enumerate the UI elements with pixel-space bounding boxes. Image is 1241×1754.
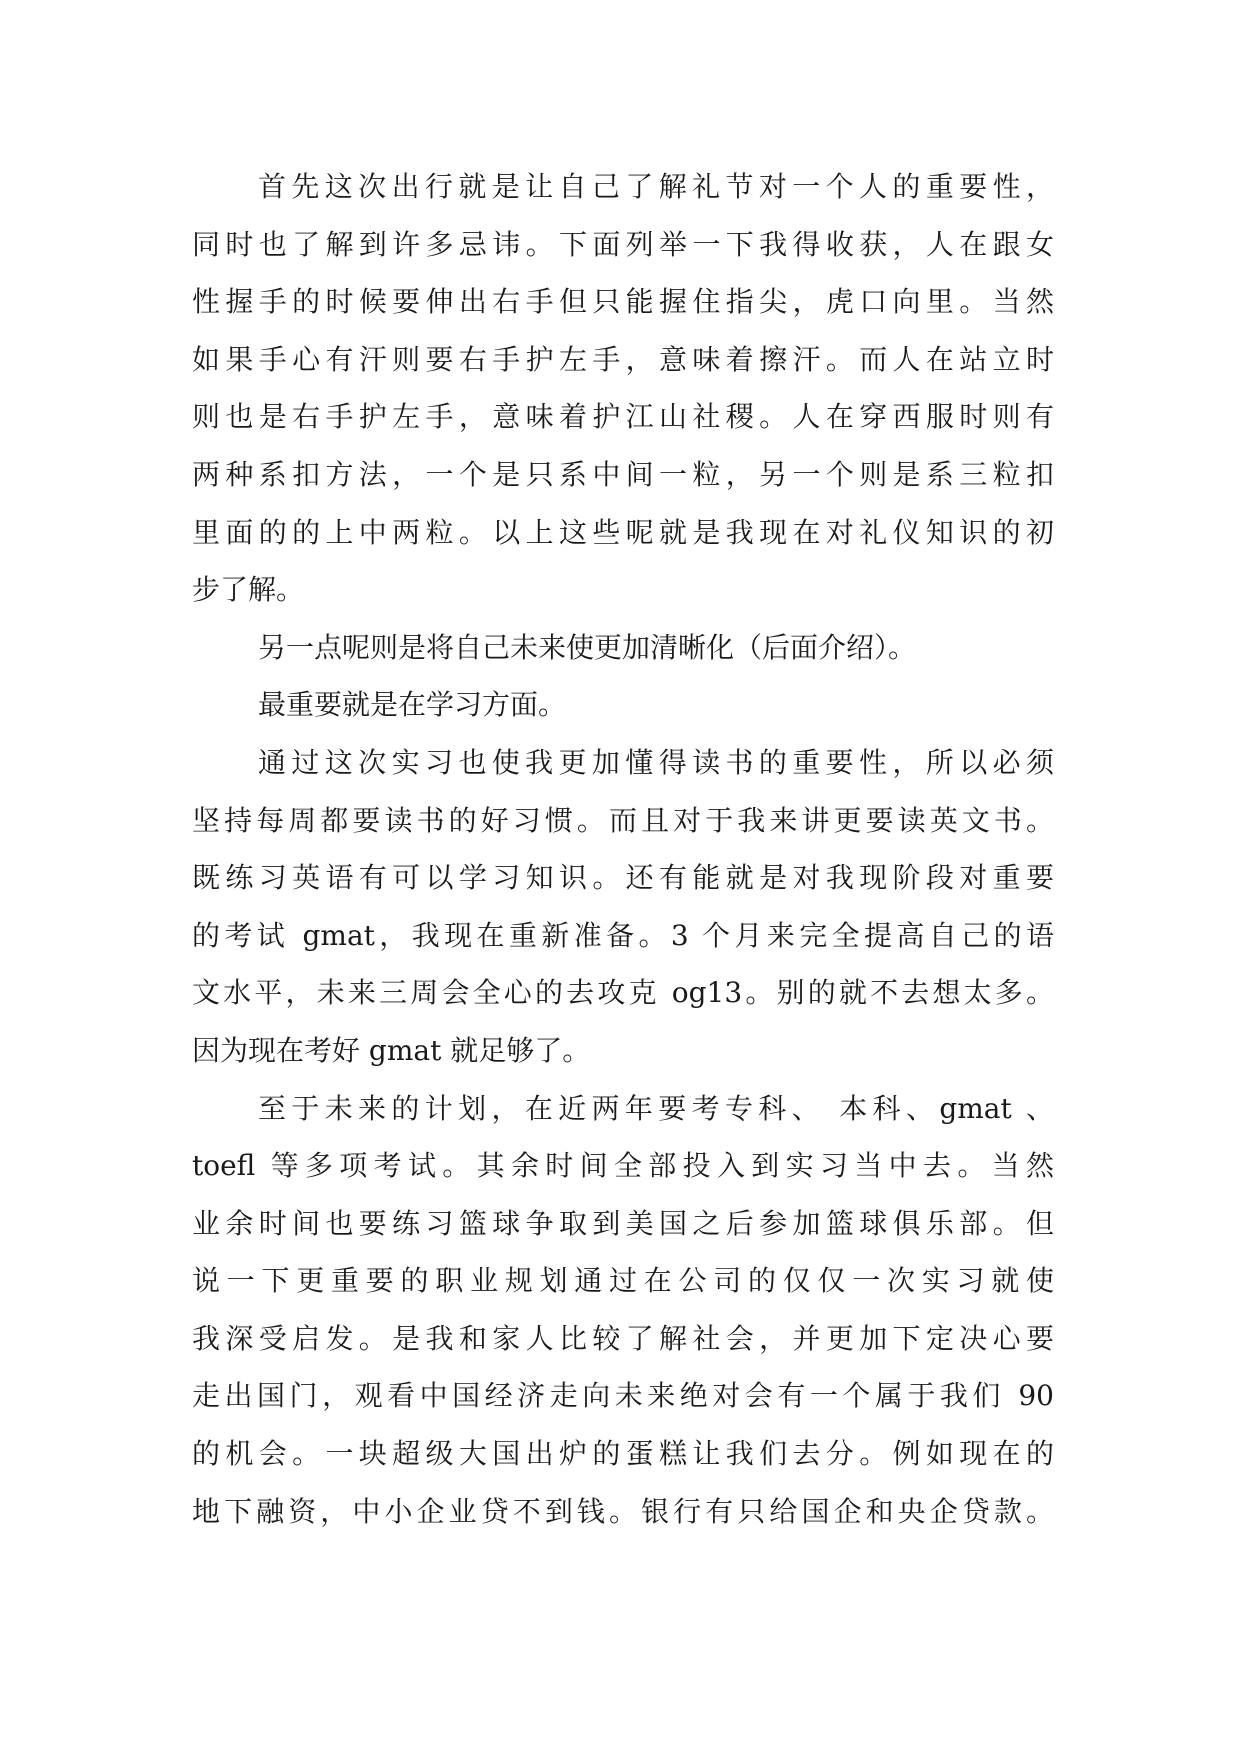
- text-line: 如果手心有汗则要右手护左手，意味着擦汗。而人在站立时: [192, 342, 1054, 376]
- text-line: 首先这次出行就是让自己了解礼节对一个人的重要性，: [258, 170, 1054, 203]
- text-line: 的机会。一块超级大国出炉的蛋糕让我们去分。例如现在的: [192, 1437, 1054, 1471]
- text-line: 性握手的时候要伸出右手但只能握住指尖，虎口向里。当然: [192, 285, 1054, 319]
- text-line: 的考试 gmat，我现在重新准备。3 个月来完全提高自己的语: [192, 918, 1054, 952]
- text-line: 通过这次实习也使我更加懂得读书的重要性，所以必须: [258, 745, 1054, 779]
- text-line: 则也是右手护左手，意味着护江山社稷。人在穿西服时则有: [192, 400, 1054, 434]
- text-line: 另一点呢则是将自己未来使更加清晰化（后面介绍）。: [258, 630, 917, 664]
- text-line: 因为现在考好 gmat 就足够了。: [192, 1033, 591, 1067]
- text-line: 至于未来的计划，在近两年要考专科、 本科、gmat 、: [258, 1091, 1054, 1125]
- text-line: 业余时间也要练习篮球争取到美国之后参加篮球俱乐部。但: [192, 1206, 1054, 1240]
- text-line: 地下融资，中小企业贷不到钱。银行有只给国企和央企贷款。: [192, 1494, 1054, 1528]
- document-body: [192, 158, 1054, 1540]
- text-line: 里面的的上中两粒。以上这些呢就是我现在对礼仪知识的初: [192, 515, 1054, 549]
- text-line: 既练习英语有可以学习知识。还有能就是对我现阶段对重要: [192, 861, 1054, 895]
- text-line: 两种系扣方法，一个是只系中间一粒，另一个则是系三粒扣: [192, 457, 1054, 491]
- text-line: 坚持每周都要读书的好习惯。而且对于我来讲更要读英文书。: [192, 803, 1054, 837]
- text-line: 说一下更重要的职业规划通过在公司的仅仅一次实习就使: [192, 1264, 1054, 1298]
- text-line: 同时也了解到许多忌讳。下面列举一下我得收获，人在跟女: [192, 227, 1054, 261]
- text-line: 步了解。: [192, 573, 305, 607]
- text-line: 最重要就是在学习方面。: [258, 688, 567, 722]
- text-line: 我深受启发。是我和家人比较了解社会，并更加下定决心要: [192, 1321, 1054, 1355]
- text-line: toefl 等多项考试。其余时间全部投入到实习当中去。当然: [192, 1149, 1054, 1183]
- text-line: 走出国门，观看中国经济走向未来绝对会有一个属于我们 90: [192, 1379, 1054, 1413]
- text-line: 文水平，未来三周会全心的去攻克 og13。别的就不去想太多。: [192, 976, 1054, 1010]
